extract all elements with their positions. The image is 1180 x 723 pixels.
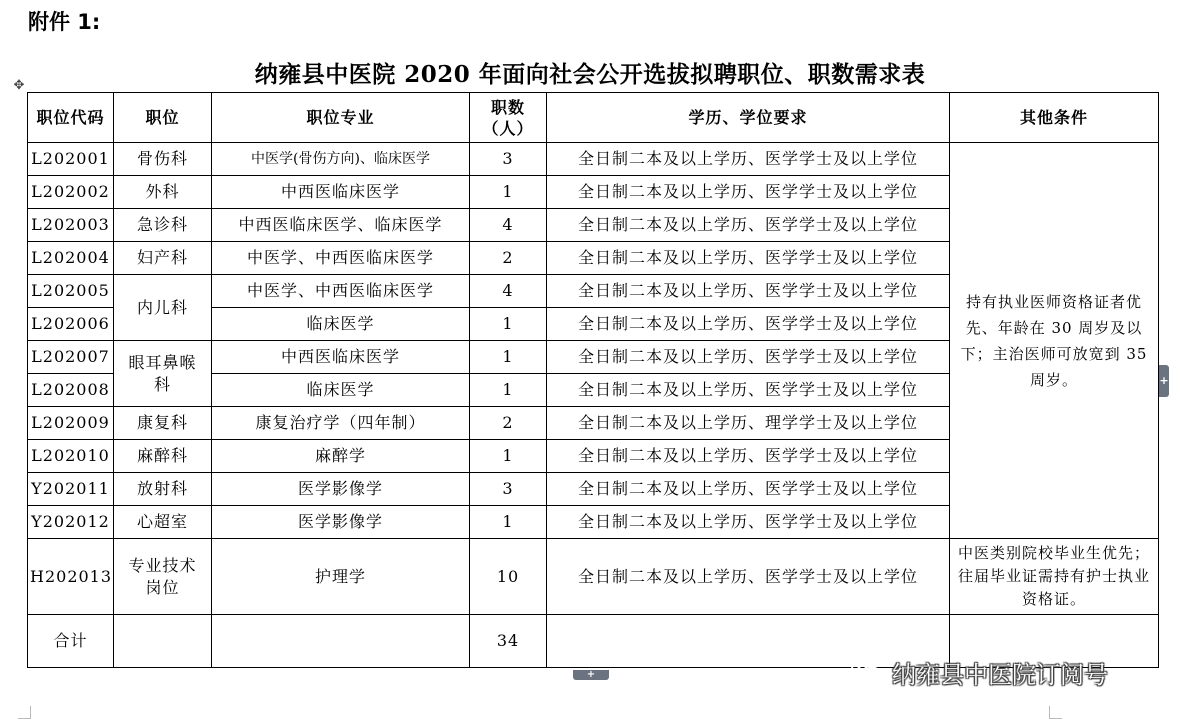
cell-major: 护理学 [212, 539, 470, 615]
document-title: 纳雍县中医院 2020 年面向社会公开选拔拟聘职位、职数需求表 [254, 61, 926, 88]
total-empty-cell [212, 615, 470, 668]
cell-count: 2 [470, 407, 547, 440]
cell-major: 临床医学 [212, 308, 470, 341]
cell-position: 心超室 [114, 506, 212, 539]
cell-position: 麻醉科 [114, 440, 212, 473]
cell-code: L202004 [28, 242, 114, 275]
cell-count: 1 [470, 440, 547, 473]
cell-education: 全日制二本及以上学历、医学学士及以上学位 [547, 143, 950, 176]
cell-code: Y202012 [28, 506, 114, 539]
cell-position: 专业技术岗位 [114, 539, 212, 615]
cell-education: 全日制二本及以上学历、医学学士及以上学位 [547, 440, 950, 473]
cell-count: 1 [470, 374, 547, 407]
cell-code: L202002 [28, 176, 114, 209]
cell-code: L202010 [28, 440, 114, 473]
header-major: 职位专业 [212, 93, 470, 143]
wechat-icon [850, 658, 884, 686]
cell-count: 4 [470, 275, 547, 308]
cell-position: 急诊科 [114, 209, 212, 242]
cell-count: 3 [470, 473, 547, 506]
cell-position: 眼耳鼻喉科 [114, 341, 212, 407]
add-row-handle-icon[interactable]: + [573, 670, 609, 680]
attachment-label: 附件 1: [28, 10, 101, 34]
cell-position: 骨伤科 [114, 143, 212, 176]
cell-position: 放射科 [114, 473, 212, 506]
cell-other-doctors: 持有执业医师资格证者优先、年龄在 30 周岁及以下；主治医师可放宽到 35 周岁。 [950, 143, 1159, 539]
cell-education: 全日制二本及以上学历、医学学士及以上学位 [547, 473, 950, 506]
header-code: 职位代码 [28, 93, 114, 143]
cell-major: 麻醉学 [212, 440, 470, 473]
cell-code: Y202011 [28, 473, 114, 506]
cell-education: 全日制二本及以上学历、医学学士及以上学位 [547, 176, 950, 209]
cell-code: L202006 [28, 308, 114, 341]
table-move-handle-icon[interactable]: ✥ [13, 78, 25, 93]
cell-count: 2 [470, 242, 547, 275]
cell-education: 全日制二本及以上学历、医学学士及以上学位 [547, 242, 950, 275]
cell-count: 1 [470, 308, 547, 341]
cell-major: 中西医临床医学 [212, 176, 470, 209]
cell-count: 1 [470, 341, 547, 374]
cell-major: 中医学、中西医临床医学 [212, 275, 470, 308]
table-row [28, 539, 1159, 615]
total-count: 34 [470, 615, 547, 668]
cell-code: L202008 [28, 374, 114, 407]
cell-major: 中西医临床医学 [212, 341, 470, 374]
cell-code: H202013 [28, 539, 114, 615]
watermark-text: 纳雍县中医院订阅号 [892, 660, 1108, 689]
header-other: 其他条件 [950, 93, 1159, 143]
table-row [28, 143, 1159, 176]
cell-education: 全日制二本及以上学历、医学学士及以上学位 [547, 506, 950, 539]
cell-major: 医学影像学 [212, 506, 470, 539]
cell-code: L202003 [28, 209, 114, 242]
page-corner-mark [1049, 706, 1062, 719]
cell-other-nurse: 中医类别院校毕业生优先；往届毕业证需持有护士执业资格证。 [950, 539, 1159, 615]
cell-code: L202005 [28, 275, 114, 308]
total-empty-cell [114, 615, 212, 668]
cell-code: L202007 [28, 341, 114, 374]
cell-major: 中医学(骨伤方向)、临床医学 [212, 143, 470, 176]
header-education: 学历、学位要求 [547, 93, 950, 143]
cell-major: 医学影像学 [212, 473, 470, 506]
total-label: 合计 [28, 615, 114, 668]
cell-code: L202001 [28, 143, 114, 176]
cell-education: 全日制二本及以上学历、医学学士及以上学位 [547, 308, 950, 341]
cell-education: 全日制二本及以上学历、医学学士及以上学位 [547, 539, 950, 615]
header-position: 职位 [114, 93, 212, 143]
cell-position: 外科 [114, 176, 212, 209]
cell-count: 1 [470, 176, 547, 209]
cell-count: 3 [470, 143, 547, 176]
cell-major: 康复治疗学（四年制） [212, 407, 470, 440]
cell-position: 内儿科 [114, 275, 212, 341]
watermark [850, 652, 1108, 692]
cell-education: 全日制二本及以上学历、医学学士及以上学位 [547, 341, 950, 374]
cell-education: 全日制二本及以上学历、理学学士及以上学位 [547, 407, 950, 440]
cell-major: 临床医学 [212, 374, 470, 407]
cell-major: 中西医临床医学、临床医学 [212, 209, 470, 242]
cell-count: 4 [470, 209, 547, 242]
cell-position: 妇产科 [114, 242, 212, 275]
cell-position: 康复科 [114, 407, 212, 440]
cell-count: 1 [470, 506, 547, 539]
header-row [28, 93, 1159, 143]
header-count: 职数（人） [470, 93, 547, 143]
cell-education: 全日制二本及以上学历、医学学士及以上学位 [547, 275, 950, 308]
page-corner-mark [18, 706, 31, 719]
cell-education: 全日制二本及以上学历、医学学士及以上学位 [547, 374, 950, 407]
add-column-handle-icon[interactable]: + [1159, 365, 1169, 397]
cell-code: L202009 [28, 407, 114, 440]
recruitment-table [27, 92, 1159, 668]
cell-major: 中医学、中西医临床医学 [212, 242, 470, 275]
cell-count: 10 [470, 539, 547, 615]
cell-education: 全日制二本及以上学历、医学学士及以上学位 [547, 209, 950, 242]
